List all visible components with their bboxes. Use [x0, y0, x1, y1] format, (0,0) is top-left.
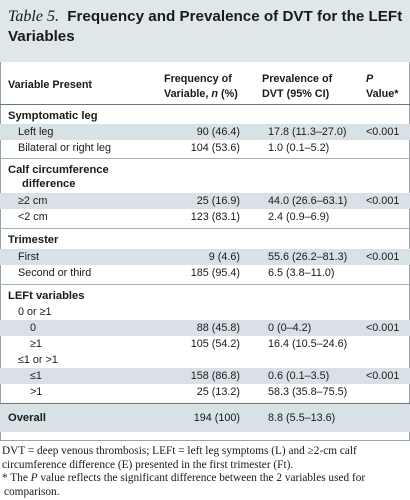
table-title-text: Frequency and Prevalence of DVT for the LEFt Variables — [8, 8, 403, 45]
row-label: ≥1 — [30, 338, 42, 350]
overall-frequency: 194 (100) — [193, 412, 240, 424]
row-frequency: 158 (86.8) — [190, 370, 240, 382]
table-number: Table 5. — [8, 8, 59, 25]
row-prevalence: 55.6 (26.2–81.3) — [268, 251, 348, 263]
col-header-prevalence-line1: Prevalence of — [262, 73, 333, 85]
row-prevalence: 16.4 (10.5–24.6) — [268, 338, 348, 350]
overall-prevalence: 8.8 (5.5–13.6) — [268, 412, 336, 424]
section-rule — [0, 228, 410, 229]
col-header-p-line2: Value* — [366, 87, 399, 100]
row-frequency: 123 (83.1) — [190, 211, 240, 223]
row-label: <2 cm — [18, 211, 48, 223]
row-prevalence: 44.0 (26.6–63.1) — [268, 195, 348, 207]
row-frequency: 104 (53.6) — [190, 142, 240, 154]
row-p-value: <0.001 — [366, 126, 400, 138]
section-left-variables: LEFt variables — [8, 290, 85, 302]
overall-label: Overall — [8, 412, 46, 424]
row-frequency: 90 (46.4) — [196, 126, 240, 138]
col-header-prevalence-line2: DVT (95% CI) — [262, 87, 330, 100]
header-rule — [0, 104, 410, 105]
col-header-variable: Variable Present — [8, 79, 93, 91]
row-p-value: <0.001 — [366, 322, 400, 334]
table-title — [8, 7, 404, 47]
row-label: Second or third — [18, 267, 92, 279]
col-header-frequency — [164, 72, 238, 101]
row-label: First — [18, 251, 39, 263]
row-prevalence: 58.3 (35.8–75.5) — [268, 386, 348, 398]
section-rule — [0, 158, 410, 159]
footnote-p-value-line1: * The P value reflects the significant difference between the 2 variables used for — [2, 472, 366, 485]
row-label: Bilateral or right leg — [18, 142, 112, 154]
row-prevalence: 17.8 (11.3–27.0) — [268, 126, 347, 138]
section-calf-circumference — [8, 163, 109, 191]
col-header-prevalence — [262, 72, 332, 101]
row-frequency: 25 (13.2) — [196, 386, 240, 398]
row-prevalence: 0.6 (0.1–3.5) — [268, 370, 330, 382]
col-header-p-line1: P — [366, 73, 374, 85]
row-frequency: 185 (95.4) — [190, 267, 240, 279]
col-header-frequency-line2: Variable, n (%) — [164, 87, 238, 100]
row-prevalence: 1.0 (0.1–5.2) — [268, 142, 330, 154]
row-p-value: <0.001 — [366, 251, 400, 263]
row-p-value: <0.001 — [366, 195, 400, 207]
row-frequency: 25 (16.9) — [196, 195, 240, 207]
row-label: 0 — [30, 322, 37, 334]
section-calf-label-line2: difference — [22, 178, 76, 190]
section-calf-label-line1: Calf circumference — [8, 164, 109, 176]
row-frequency: 105 (54.2) — [190, 338, 240, 350]
footnote-p-value-line2: comparison. — [4, 485, 60, 498]
row-prevalence: 6.5 (3.8–11.0) — [268, 267, 335, 279]
row-label: ≤1 — [30, 370, 42, 382]
subgroup-label: ≤1 or >1 — [18, 354, 58, 366]
col-header-frequency-line1: Frequency of — [164, 73, 232, 85]
subgroup-label: 0 or ≥1 — [18, 306, 52, 318]
section-symptomatic-leg: Symptomatic leg — [8, 110, 98, 122]
row-p-value: <0.001 — [366, 370, 400, 382]
col-header-p — [366, 72, 398, 101]
row-frequency: 9 (4.6) — [208, 251, 240, 263]
section-rule — [0, 284, 410, 285]
footnote-abbreviations-line2: circumference difference (E) presented in the first trimester (Ft). — [2, 458, 294, 471]
section-trimester: Trimester — [8, 234, 59, 246]
row-prevalence: 0 (0–4.2) — [268, 322, 312, 334]
footnote-abbreviations-line1: DVT = deep venous thrombosis; LEFt = left leg symptoms (L) and ≥2-cm calf — [2, 445, 357, 457]
footnotes — [2, 445, 406, 499]
row-label: >1 — [30, 386, 43, 398]
row-frequency: 88 (45.8) — [196, 322, 240, 334]
row-label: Left leg — [18, 126, 54, 138]
row-prevalence: 2.4 (0.9–6.9) — [268, 211, 330, 223]
row-label: ≥2 cm — [18, 195, 48, 207]
